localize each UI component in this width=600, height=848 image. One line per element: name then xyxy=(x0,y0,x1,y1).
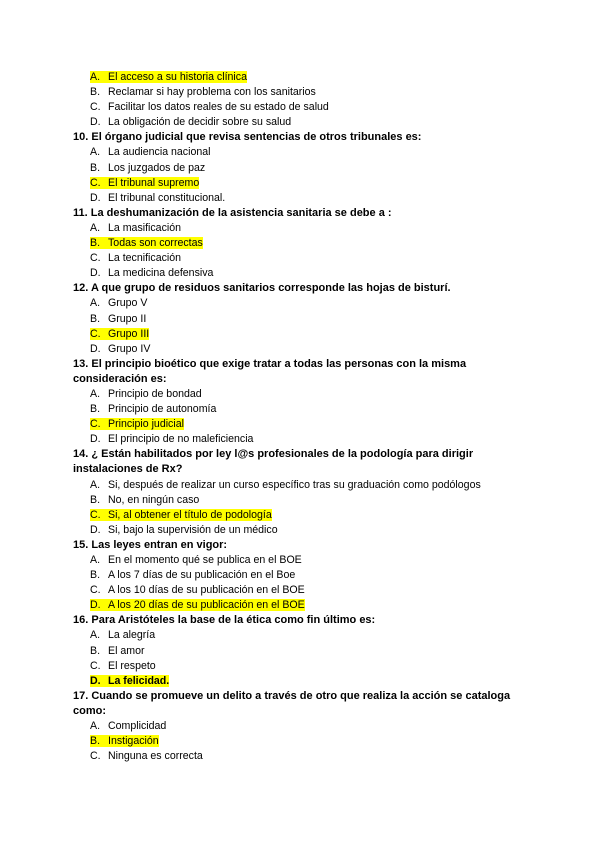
question-text: Las leyes entran en vigor: xyxy=(91,538,228,551)
question-number: 15. xyxy=(73,538,89,551)
option-content xyxy=(90,660,156,672)
option-letter: D. xyxy=(90,342,101,355)
question-block xyxy=(0,447,600,538)
option-content xyxy=(90,720,166,732)
question-heading xyxy=(0,130,600,145)
option-text: Complicidad xyxy=(108,720,167,733)
option-letter: D. xyxy=(90,523,101,536)
question-number: 14. xyxy=(73,448,89,461)
option-content xyxy=(90,645,145,657)
option-text: La masificación xyxy=(108,221,182,234)
option-letter: B. xyxy=(90,569,101,582)
question-text: El principio bioético que exige tratar a todas las personas con la misma xyxy=(91,357,467,370)
answer-option xyxy=(0,478,600,493)
option-letter: B. xyxy=(90,735,101,748)
question-number: 11. xyxy=(73,206,88,219)
question-heading-continued: instalaciones de Rx? xyxy=(73,463,183,476)
option-letter: C. xyxy=(90,584,101,597)
option-text: A los 10 días de su publicación en el BOE xyxy=(108,584,305,597)
option-letter: D. xyxy=(90,674,101,687)
question-heading-continued: como: xyxy=(73,704,106,717)
option-text: La felicidad. xyxy=(108,674,170,687)
option-text: Grupo V xyxy=(108,297,148,310)
answer-option-correct xyxy=(0,236,600,251)
option-letter: B. xyxy=(90,403,101,416)
option-content xyxy=(90,524,278,536)
answer-option xyxy=(0,553,600,568)
option-letter: A. xyxy=(90,629,101,642)
option-letter: C. xyxy=(90,418,101,431)
option-text: Si, después de realizar un curso específico tras su graduación como podólogos xyxy=(108,478,481,491)
question-text: El órgano judicial que revisa sentencias de otros tribunales es: xyxy=(91,131,422,144)
answer-option xyxy=(0,191,600,206)
option-text: A los 7 días de su publicación en el Boe xyxy=(108,569,296,582)
option-content xyxy=(90,252,181,264)
answer-option-correct xyxy=(0,176,600,191)
option-content xyxy=(90,418,184,430)
answer-option xyxy=(0,523,600,538)
option-letter: D. xyxy=(90,116,101,129)
option-text: El amor xyxy=(108,644,145,657)
option-letter: C. xyxy=(90,508,101,521)
option-content xyxy=(90,313,146,325)
option-content xyxy=(90,599,305,611)
option-text: Principio de bondad xyxy=(108,387,202,400)
option-text: Todas son correctas xyxy=(108,237,203,250)
question-heading-continued: consideración es: xyxy=(73,372,167,385)
option-letter: C. xyxy=(90,176,101,189)
option-content xyxy=(90,675,169,687)
option-text: No, en ningún caso xyxy=(108,493,200,506)
question-block xyxy=(0,689,600,764)
option-letter: D. xyxy=(90,267,101,280)
option-content xyxy=(90,328,149,340)
answer-option xyxy=(0,100,600,115)
option-text: Si, bajo la supervisión de un médico xyxy=(108,523,278,536)
answer-option-correct xyxy=(0,417,600,432)
option-text: Ninguna es correcta xyxy=(108,750,203,763)
option-content xyxy=(90,554,302,566)
option-content xyxy=(90,116,291,128)
question-heading xyxy=(0,206,600,221)
option-content xyxy=(90,237,203,249)
option-text: A los 20 días de su publicación en el BOE xyxy=(108,599,305,612)
option-letter: C. xyxy=(90,327,101,340)
question-heading xyxy=(0,613,600,628)
question-number: 10. xyxy=(73,131,89,144)
option-text: La medicina defensiva xyxy=(108,267,214,280)
question-heading xyxy=(0,538,600,553)
option-content xyxy=(90,343,150,355)
question-text: La deshumanización de la asistencia sanitaria se debe a : xyxy=(90,206,392,219)
answer-option-correct xyxy=(0,598,600,613)
option-content xyxy=(90,297,147,309)
option-letter: C. xyxy=(90,659,101,672)
option-letter: B. xyxy=(90,644,101,657)
question-number: 17. xyxy=(73,689,89,702)
option-content xyxy=(90,388,202,400)
question-text: A que grupo de residuos sanitarios corresponde las hojas de bisturí. xyxy=(90,282,451,295)
option-text: El respeto xyxy=(108,659,156,672)
answer-option-correct xyxy=(0,327,600,342)
question-heading xyxy=(0,281,600,296)
answer-option xyxy=(0,659,600,674)
option-letter: D. xyxy=(90,433,101,446)
option-letter: B. xyxy=(90,237,101,250)
option-text: La obligación de decidir sobre su salud xyxy=(108,116,292,129)
option-content xyxy=(90,479,481,491)
answer-option-correct xyxy=(0,734,600,749)
question-block xyxy=(0,130,600,205)
option-content xyxy=(90,101,329,113)
option-text: Reclamar si hay problema con los sanitarios xyxy=(108,86,316,99)
option-letter: A. xyxy=(90,71,101,83)
answer-option xyxy=(0,221,600,236)
option-letter: A. xyxy=(90,297,101,310)
answer-option-correct xyxy=(0,70,600,85)
option-letter: B. xyxy=(90,493,101,506)
option-content xyxy=(90,192,225,204)
answer-option xyxy=(0,115,600,130)
option-text: La audiencia nacional xyxy=(108,146,211,159)
answer-option xyxy=(0,493,600,508)
option-letter: A. xyxy=(90,146,101,159)
option-content xyxy=(90,569,295,581)
answer-option xyxy=(0,628,600,643)
option-text: La tecnificación xyxy=(108,252,182,265)
exam-document xyxy=(0,70,600,764)
option-text: La alegría xyxy=(108,629,156,642)
option-text: Grupo II xyxy=(108,312,147,325)
option-content xyxy=(90,71,247,83)
answer-option-correct xyxy=(0,508,600,523)
option-text: Facilitar los datos reales de su estado de salud xyxy=(108,101,329,114)
question-number: 16. xyxy=(73,614,89,627)
question-block xyxy=(0,538,600,613)
option-content xyxy=(90,222,181,234)
option-letter: C. xyxy=(90,750,101,763)
question-text: Cuando se promueve un delito a través de otro que realiza la acción se cataloga xyxy=(91,689,511,702)
question-heading xyxy=(0,357,600,372)
question-block xyxy=(0,70,600,130)
option-content xyxy=(90,433,253,445)
option-content xyxy=(90,584,305,596)
option-content xyxy=(90,403,216,415)
option-content xyxy=(90,162,205,174)
option-letter: A. xyxy=(90,554,101,566)
answer-option-correct xyxy=(0,674,600,689)
answer-option xyxy=(0,266,600,281)
option-content xyxy=(90,146,211,158)
option-text: Grupo III xyxy=(108,327,150,340)
option-letter: B. xyxy=(90,312,101,325)
option-text: El tribunal constitucional. xyxy=(108,191,226,204)
option-letter: B. xyxy=(90,86,101,99)
option-content xyxy=(90,735,159,747)
option-letter: C. xyxy=(90,252,101,265)
option-letter: C. xyxy=(90,101,101,114)
option-text: En el momento qué se publica en el BOE xyxy=(108,554,302,566)
option-text: Los juzgados de paz xyxy=(108,161,206,174)
question-block xyxy=(0,613,600,688)
answer-option xyxy=(0,583,600,598)
option-text: El principio de no maleficiencia xyxy=(108,433,254,446)
question-heading xyxy=(0,447,600,462)
option-text: Principio de autonomía xyxy=(108,403,217,416)
option-content xyxy=(90,509,272,521)
question-block xyxy=(0,206,600,281)
question-block xyxy=(0,281,600,356)
answer-option xyxy=(0,296,600,311)
option-content xyxy=(90,267,213,279)
option-text: El tribunal supremo xyxy=(108,176,200,189)
option-letter: A. xyxy=(90,387,101,400)
option-content xyxy=(90,494,199,506)
answer-option xyxy=(0,644,600,659)
option-content xyxy=(90,86,316,98)
question-text: Para Aristóteles la base de la ética como fin último es: xyxy=(91,614,376,627)
answer-option xyxy=(0,402,600,417)
answer-option xyxy=(0,251,600,266)
option-letter: A. xyxy=(90,221,101,234)
answer-option xyxy=(0,387,600,402)
question-text: ¿ Están habilitados por ley l@s profesionales de la podología para dirigir xyxy=(91,448,474,461)
question-number: 12. xyxy=(73,282,89,295)
option-content xyxy=(90,177,199,189)
option-letter: D. xyxy=(90,191,101,204)
answer-option xyxy=(0,85,600,100)
option-letter: D. xyxy=(90,599,101,612)
answer-option xyxy=(0,145,600,160)
question-number: 13. xyxy=(73,357,89,370)
answer-option xyxy=(0,161,600,176)
option-letter: A. xyxy=(90,478,101,491)
option-text: Si, al obtener el título de podología xyxy=(108,508,272,521)
option-letter: B. xyxy=(90,161,101,174)
answer-option xyxy=(0,342,600,357)
option-content xyxy=(90,750,203,762)
option-text: Grupo IV xyxy=(108,342,151,355)
option-content xyxy=(90,629,155,641)
answer-option xyxy=(0,568,600,583)
answer-option xyxy=(0,312,600,327)
option-text: Instigación xyxy=(108,735,159,748)
answer-option xyxy=(0,432,600,447)
option-letter: A. xyxy=(90,720,101,733)
answer-option xyxy=(0,719,600,734)
option-text: Principio judicial xyxy=(108,418,184,431)
question-block xyxy=(0,357,600,448)
option-text: El acceso a su historia clínica xyxy=(108,71,247,83)
answer-option xyxy=(0,749,600,764)
question-heading xyxy=(0,689,600,704)
